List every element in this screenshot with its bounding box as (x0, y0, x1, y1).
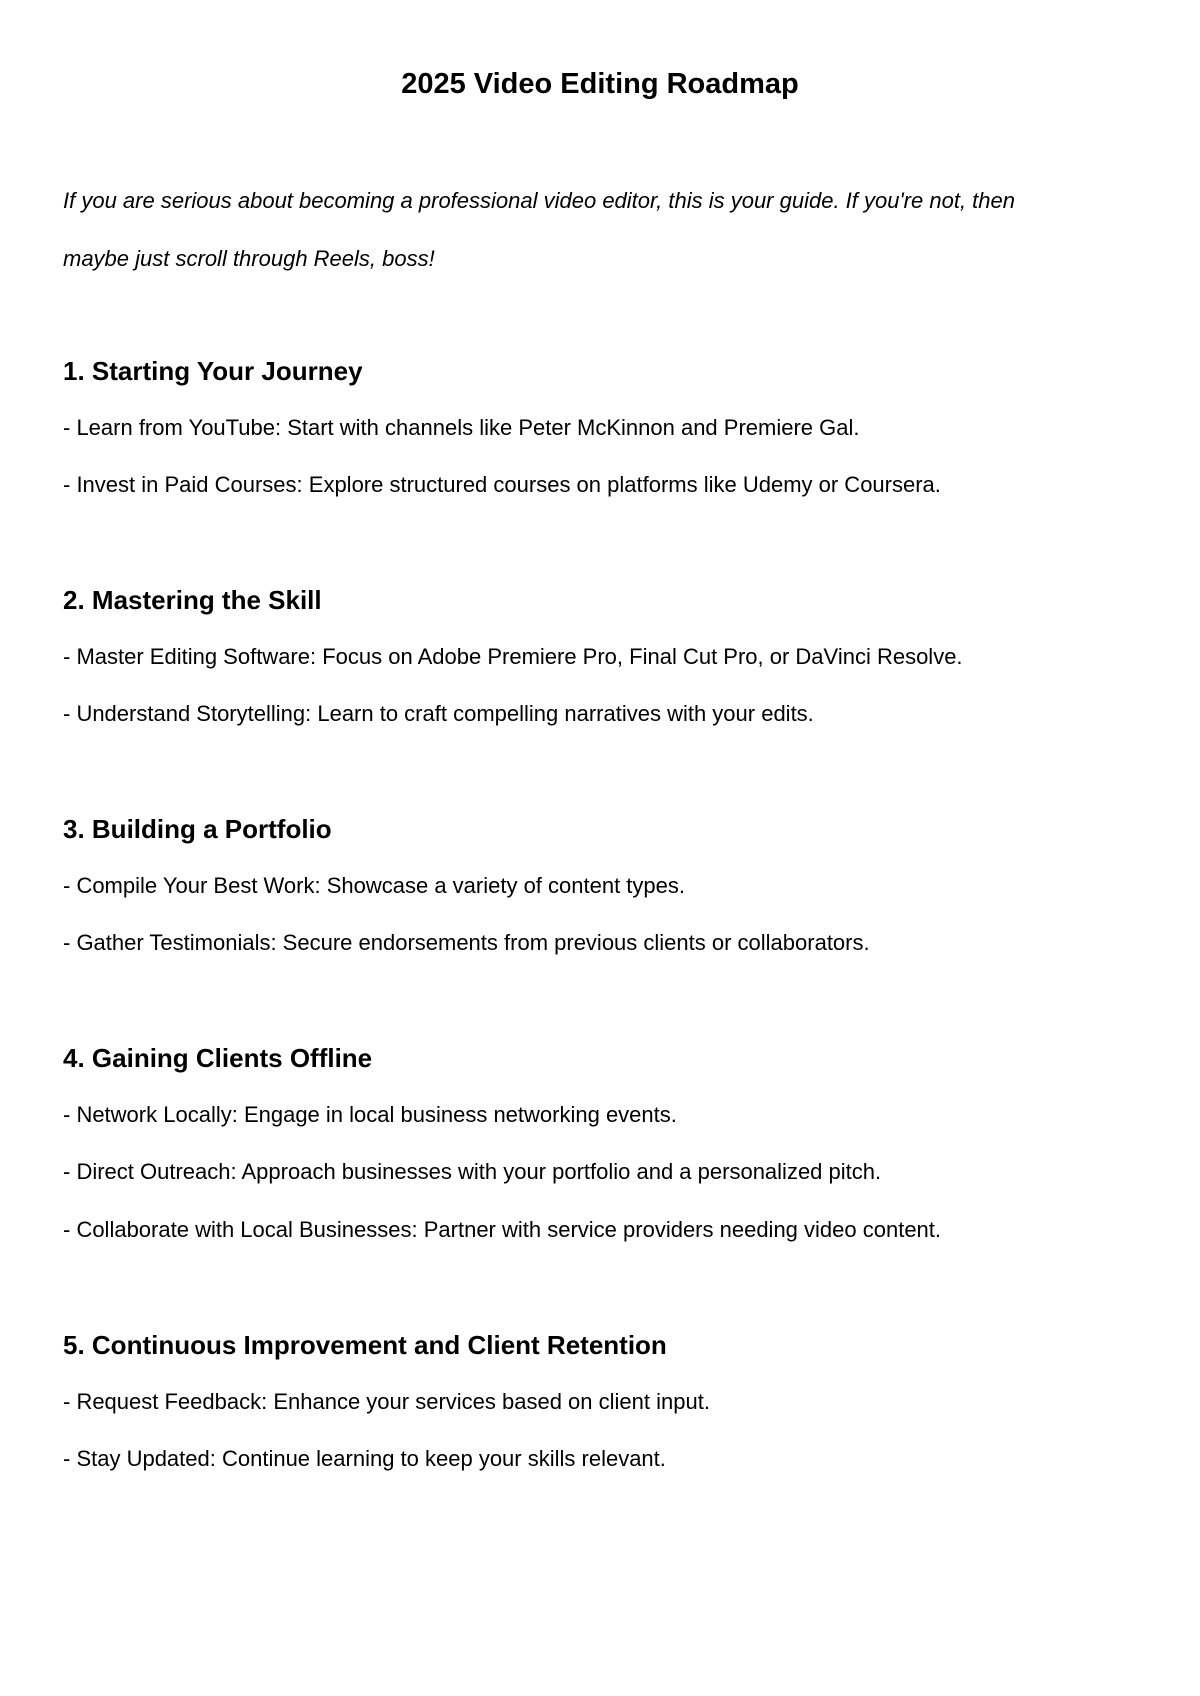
section-heading-mastering-skill: 2. Mastering the Skill (63, 585, 322, 615)
section-heading-gaining-clients-offline: 4. Gaining Clients Offline (63, 1043, 373, 1073)
list-item: - Invest in Paid Courses: Explore structured courses on platforms like Udemy or Coursera. (63, 472, 941, 497)
list-item: - Master Editing Software: Focus on Adobe Premiere Pro, Final Cut Pro, or DaVinci Resolve. (63, 644, 963, 669)
list-item: - Collaborate with Local Businesses: Partner with service providers needing video content. (63, 1217, 942, 1242)
intro-text-line-2: maybe just scroll through Reels, boss! (63, 246, 435, 271)
list-item: - Direct Outreach: Approach businesses with your portfolio and a personalized pitch. (63, 1159, 882, 1184)
list-item: - Understand Storytelling: Learn to craft compelling narratives with your edits. (63, 701, 814, 726)
list-item: - Stay Updated: Continue learning to keep your skills relevant. (63, 1446, 666, 1471)
list-item: - Learn from YouTube: Start with channels like Peter McKinnon and Premiere Gal. (63, 415, 860, 440)
document-title: 2025 Video Editing Roadmap (401, 68, 799, 100)
section-heading-starting-journey: 1. Starting Your Journey (63, 356, 363, 386)
section-heading-continuous-improvement: 5. Continuous Improvement and Client Retention (63, 1330, 667, 1360)
section-heading-building-portfolio: 3. Building a Portfolio (63, 814, 332, 844)
list-item: - Gather Testimonials: Secure endorsements from previous clients or collaborators. (63, 930, 870, 955)
list-item: - Request Feedback: Enhance your services based on client input. (63, 1389, 710, 1414)
list-item: - Compile Your Best Work: Showcase a variety of content types. (63, 873, 686, 898)
intro-text-line-1: If you are serious about becoming a professional video editor, this is your guide. If you're not, then (63, 188, 1015, 213)
list-item: - Network Locally: Engage in local business networking events. (63, 1102, 677, 1127)
